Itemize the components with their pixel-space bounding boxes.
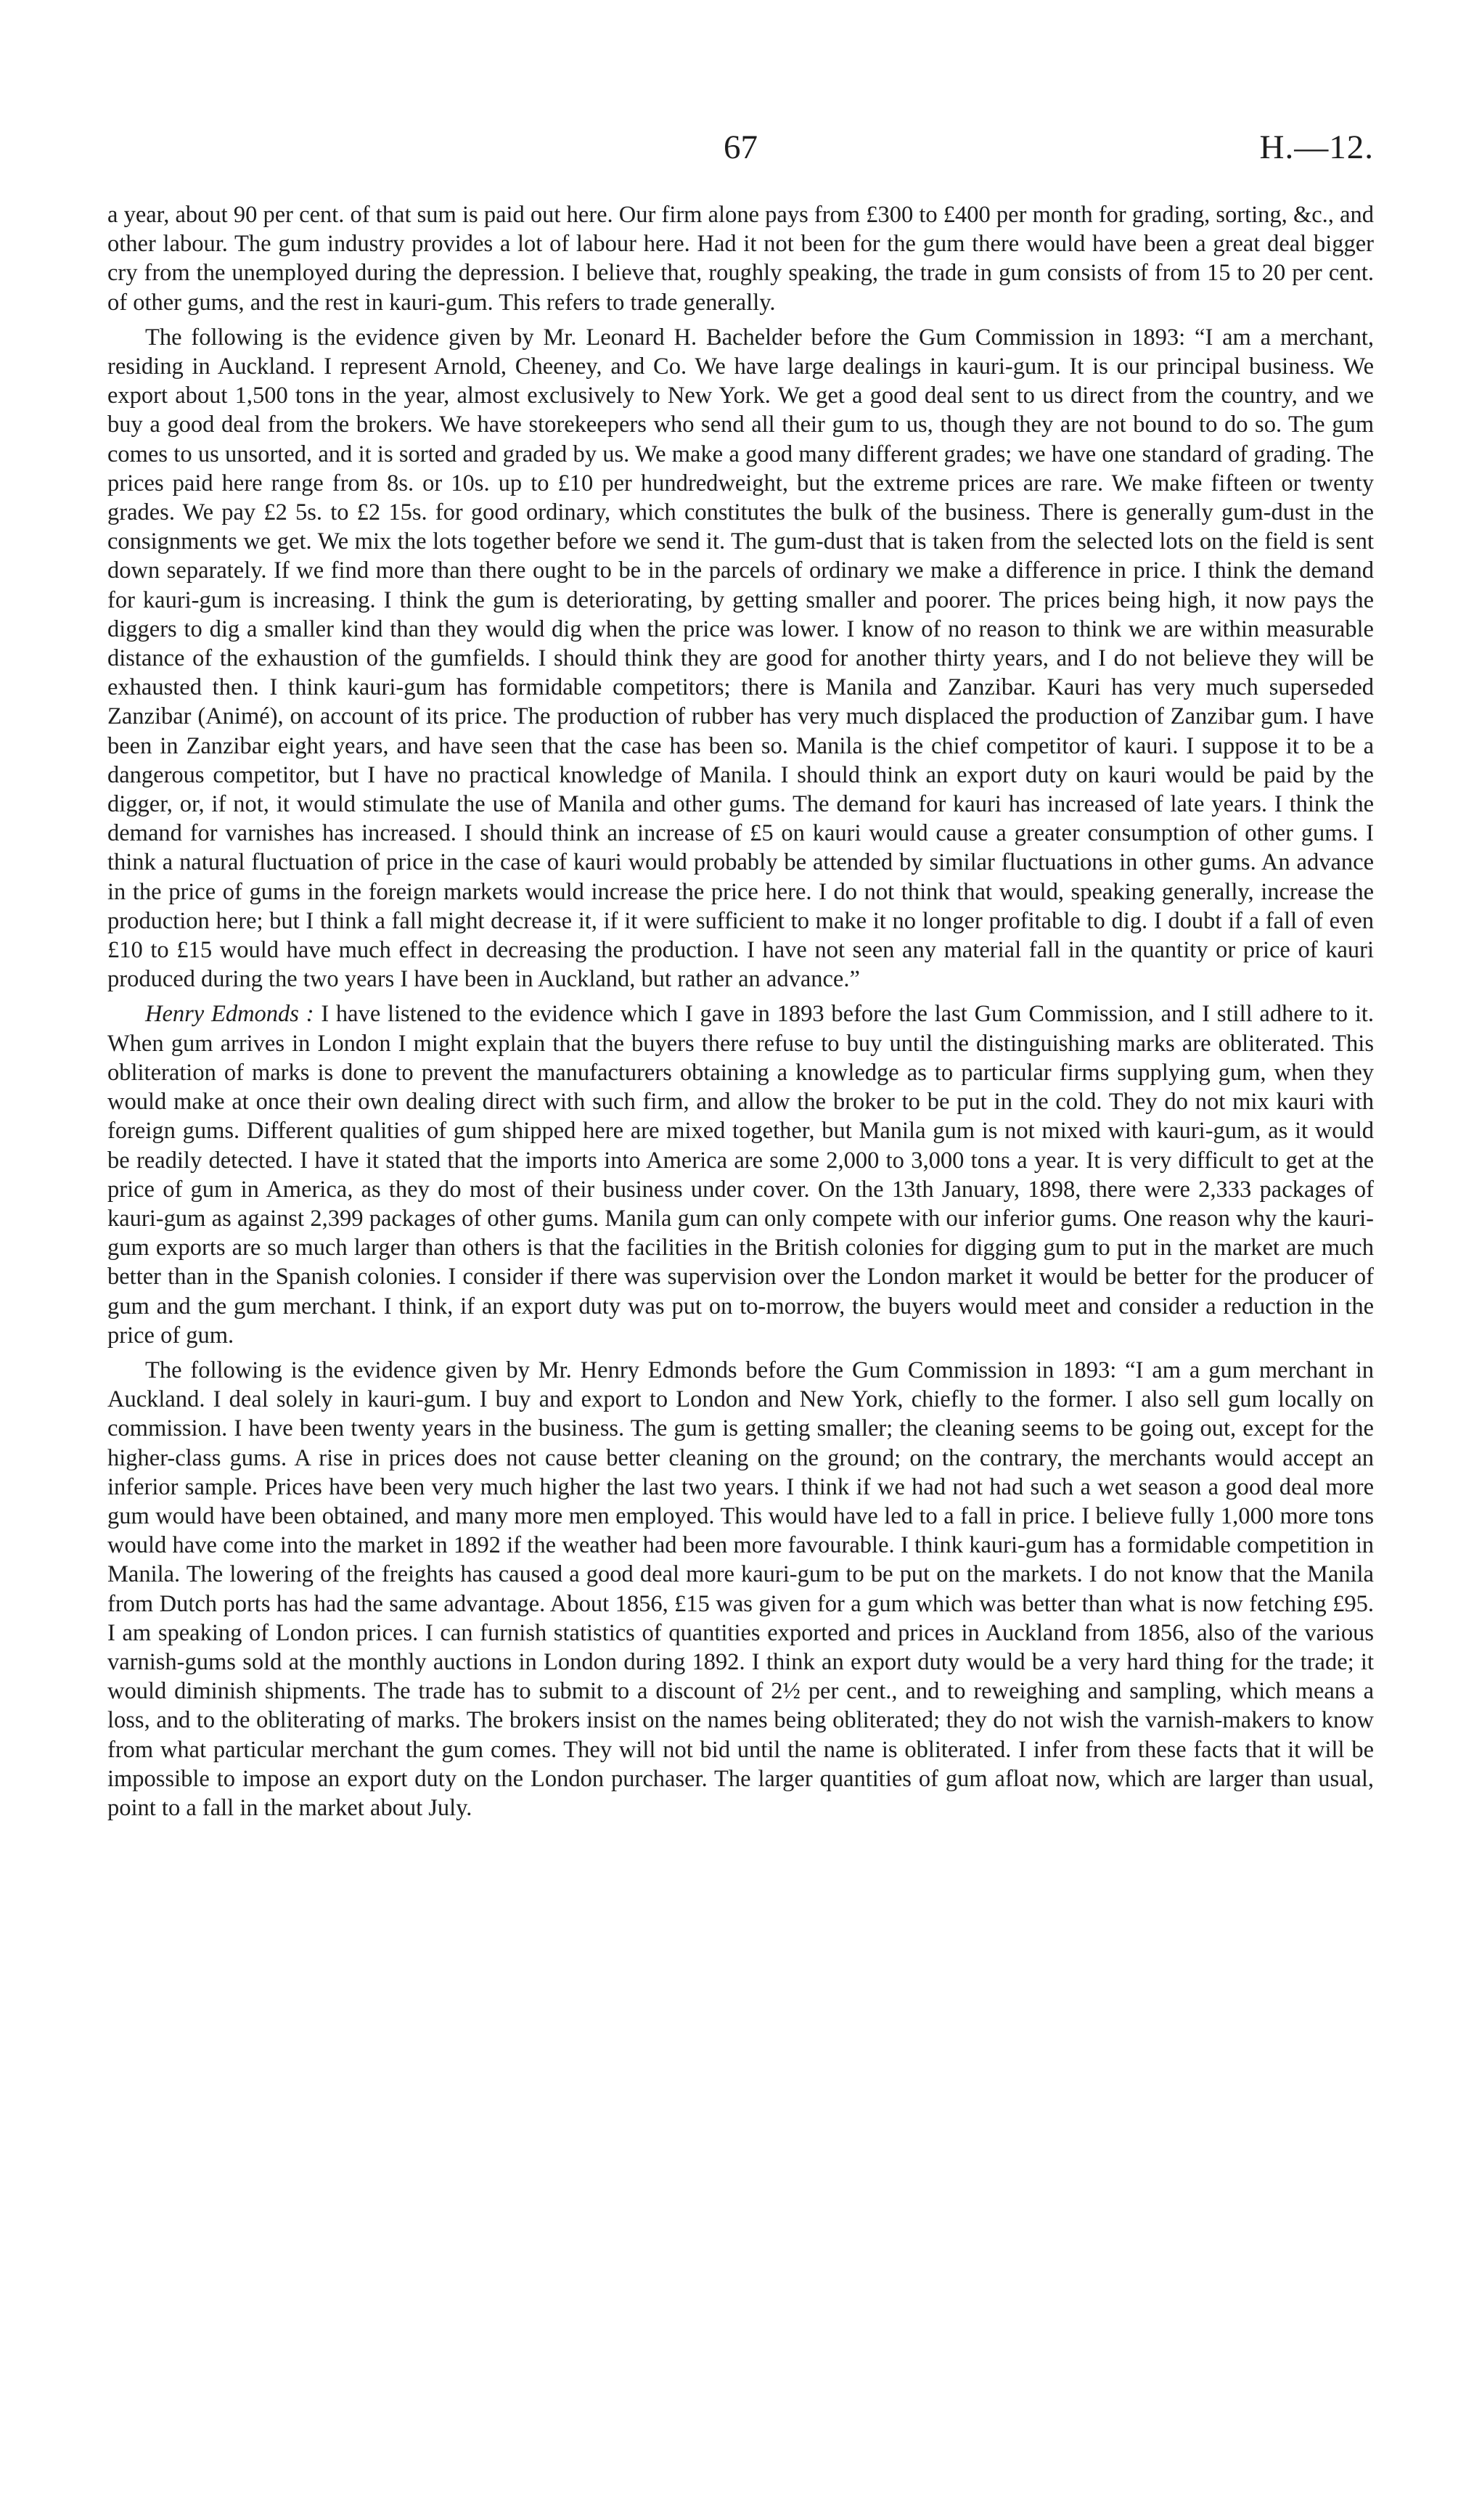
paragraph-edmonds-statement — [107, 999, 1374, 1349]
paragraph-continuation: a year, about 90 per cent. of that sum is paid out here. Our firm alone pays from £300 to £400 per month for grading, sorting, &c., and other labour. The gum industry provides a lot of labour here. Had it not been for the gum there would have been a great deal bigger cry from the unemployed during the depression. I believe that, roughly speaking, the trade in gum consists of from 15 to 20 per cent. of other gums, and the rest in kauri-gum. This refers to trade generally. — [107, 202, 1374, 316]
body-text — [107, 200, 1374, 1828]
document-code: H.—12. — [1259, 128, 1374, 166]
paragraph-bachelder-evidence: The following is the evidence given by Mr. Leonard H. Bachelder before the Gum Commission in 1893: “I am a merchant, residing in Auckland. I represent Arnold, Cheeney, and Co. We have large dealings in kauri-gum. It is our principal business. We export about 1,500 tons in the year, almost exclusively to New York. We get a good deal sent to us direct from the country, and we buy a good deal from the brokers. We have storekeepers who send all their gum to us, though they are not bound to do so. The gum comes to us unsorted, and it is sorted and graded by us. We make a good many different grades; we have one standard of grading. The prices paid here range from 8s. or 10s. up to £10 per hundredweight, but the extreme prices are rare. We make fifteen or twenty grades. We pay £2 5s. to £2 15s. for good ordinary, which constitutes the bulk of the business. There is generally gum-dust in the consignments we get. We mix the lots together before we send it. The gum-dust that is taken from the selected lots on the field is sent down separately. If we find more than there ought to be in the parcels of ordinary we make a difference in price. I think the demand for kauri-gum is increasing. I think the gum is deteriorating, by getting smaller and poorer. The prices being high, it now pays the diggers to dig a smaller kind than they would dig when the price was lower. I know of no reason to think we are within measurable distance of the exhaustion of the gumfields. I should think they are good for another thirty years, and I do not believe they will be exhausted then. I think kauri-gum has formidable competitors; there is Manila and Zanzibar. Kauri has very much superseded Zanzibar (Animé), on account of its price. The production of rubber has very much displaced the production of Zanzibar gum. I have been in Zanzibar eight years, and have seen that the case has been so. Manila is the chief competitor of kauri. I suppose it to be a dangerous competitor, but I have no practical knowledge of Manila. I should think an export duty on kauri would be paid by the digger, or, if not, it would stimulate the use of Manila and other gums. The demand for kauri has increased of late years. I think the demand for varnishes has increased. I should think an increase of £5 on kauri would cause a greater consumption of other gums. I think a natural fluctuation of price in the case of kauri would probably be attended by similar fluctuations in other gums. An advance in the price of gums in the foreign markets would increase the price here. I do not think that would, speaking generally, increase the production here; but I think a fall might decrease it, if it were sufficient to make it no longer profitable to dig. I doubt if a fall of even £10 to £15 would have much effect in decreasing the production. I have not seen any material fall in the quantity or price of kauri produced during the two years I have been in Auckland, but rather an advance.” — [107, 324, 1374, 993]
page-number: 67 — [724, 128, 758, 166]
page-header — [107, 122, 1374, 173]
paragraph-edmonds-evidence: The following is the evidence given by Mr. Henry Edmonds before the Gum Commission in 1893: “I am a gum merchant in Auckland. I deal solely in kauri-gum. I buy and export to London and New York, chiefly to the former. I also sell gum locally on commission. I have been twenty years in the business. The gum is getting smaller; the cleaning seems to be going out, except for the higher-class gums. A rise in prices does not cause better cleaning on the ground; on the contrary, the merchants would accept an inferior sample. Prices have been very much higher the last two years. I think if we had not had such a wet season a good deal more gum would have been obtained, and many more men employed. This would have led to a fall in price. I believe fully 1,000 more tons would have come into the market in 1892 if the weather had been more favourable. I think kauri-gum has a formidable competition in Manila. The lowering of the freights has caused a good deal more kauri-gum to be put on the markets. I do not know that the Manila from Dutch ports has had the same advantage. About 1856, £15 was given for a gum which was better than what is now fetching £95. I am speaking of London prices. I can furnish statistics of quantities exported and prices in Auckland from 1856, also of the various varnish-gums sold at the monthly auctions in London during 1892. I think an export duty would be a very hard thing for the trade; it would diminish shipments. The trade has to submit to a discount of 2½ per cent., and to reweighing and sampling, which means a loss, and to the obliterating of marks. The brokers insist on the names being obliterated; they do not wish the varnish-makers to know from what particular merchant the gum comes. They will not bid until the name is obliterated. I infer from these facts that it will be impossible to impose an export duty on the London purchaser. The larger quantities of gum afloat now, which are larger than usual, point to a fall in the market about July. — [107, 1357, 1374, 1821]
speaker-name: Henry Edmonds : — [145, 1001, 314, 1028]
speaker-statement: I have listened to the evidence which I gave in 1893 before the last Gum Commission, and I still adhere to it. When gum arrives in London I might explain that the buyers there refuse to buy until the distinguishing marks are obliterated. This obliteration of marks is done to prevent the manufacturers obtaining a knowledge as to particular firms supplying gum, when they would make at once their own dealing direct with such firm, and allow the broker to be put in the cold. They do not mix kauri with foreign gums. Different qualities of gum shipped here are mixed together, but Manila gum is not mixed with kauri-gum, as it would be readily detected. I have it stated that the imports into America are some 2,000 to 3,000 tons a year. It is very difficult to get at the price of gum in America, as they do most of their business under cover. On the 13th January, 1898, there were 2,333 packages of kauri-gum as against 2,399 packages of other gums. Manila gum can only compete with our inferior gums. One reason why the kauri-gum exports are so much larger than others is that the facilities in the British colonies for digging gum to put in the market are much better than in the Spanish colonies. I consider if there was supervision over the London market it would be better for the producer of gum and the gum merchant. I think, if an export duty was put on to-morrow, the buyers would meet and consider a reduction in the price of gum. — [107, 1001, 1375, 1349]
